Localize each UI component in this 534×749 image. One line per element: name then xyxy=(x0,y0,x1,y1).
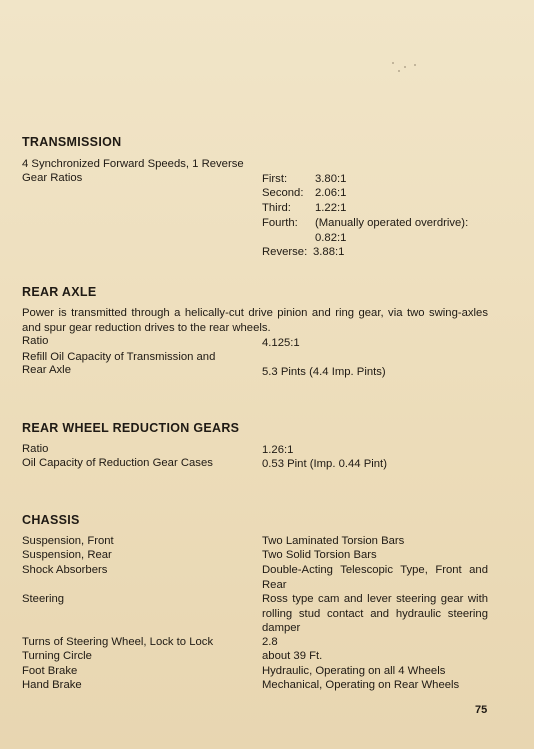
rear-axle-description: Power is transmitted through a helically-cut drive pinion and ring gear, via two swing-axles and spur gear reduction drives to the rear wheels. xyxy=(22,307,488,334)
steering-value: Ross type cam and lever steering gear with rolling stud contact and hydraulic steering damper xyxy=(262,593,488,634)
gear-value-third: 1.22:1 xyxy=(315,202,347,214)
gear-name-fourth: Fourth: xyxy=(262,217,298,229)
reduction-oil-label: Oil Capacity of Reduction Gear Cases xyxy=(22,457,213,469)
hand-brake-label: Hand Brake xyxy=(22,679,82,691)
gear-name-reverse: Reverse: xyxy=(262,246,308,258)
gear-value-first: 3.80:1 xyxy=(315,173,347,185)
gear-value-fourth: (Manually operated overdrive): xyxy=(315,217,469,229)
gear-value-second: 2.06:1 xyxy=(315,187,347,199)
suspension-front-label: Suspension, Front xyxy=(22,535,114,547)
paper-speck xyxy=(414,64,416,66)
section-heading-reduction-gears: REAR WHEEL REDUCTION GEARS xyxy=(22,421,240,435)
paper-speck xyxy=(404,66,406,68)
gear-ratios-label: Gear Ratios xyxy=(22,172,83,184)
gear-name-second: Second: xyxy=(262,187,304,199)
steering-label: Steering xyxy=(22,593,65,605)
refill-capacity-label-line1: Refill Oil Capacity of Transmission and xyxy=(22,351,216,363)
reduction-ratio-label: Ratio xyxy=(22,443,49,455)
suspension-front-value: Two Laminated Torsion Bars xyxy=(262,535,405,547)
suspension-rear-value: Two Solid Torsion Bars xyxy=(262,549,377,561)
paper-speck xyxy=(392,62,394,64)
foot-brake-label: Foot Brake xyxy=(22,665,78,677)
section-heading-rear-axle: REAR AXLE xyxy=(22,285,97,299)
turns-lock-to-lock-label: Turns of Steering Wheel, Lock to Lock xyxy=(22,636,214,648)
suspension-rear-label: Suspension, Rear xyxy=(22,549,112,561)
reduction-oil-value: 0.53 Pint (Imp. 0.44 Pint) xyxy=(262,458,387,470)
refill-capacity-value: 5.3 Pints (4.4 Imp. Pints) xyxy=(262,366,386,378)
hand-brake-value: Mechanical, Operating on Rear Wheels xyxy=(262,679,460,691)
foot-brake-value: Hydraulic, Operating on all 4 Wheels xyxy=(262,665,446,677)
shock-absorbers-value: Double-Acting Telescopic Type, Front and Rear xyxy=(262,564,488,591)
gear-name-third: Third: xyxy=(262,202,291,214)
turning-circle-value: about 39 Ft. xyxy=(262,650,323,662)
rear-axle-ratio-label: Ratio xyxy=(22,335,49,347)
transmission-speeds: 4 Synchronized Forward Speeds, 1 Reverse xyxy=(22,158,244,170)
section-heading-chassis: CHASSIS xyxy=(22,513,80,527)
page-number: 75 xyxy=(475,704,488,716)
gear-value-fourth-ratio: 0.82:1 xyxy=(315,232,347,244)
section-heading-transmission: TRANSMISSION xyxy=(22,135,122,149)
reduction-ratio-value: 1.26:1 xyxy=(262,444,294,456)
gear-name-first: First: xyxy=(262,173,288,185)
refill-capacity-label-line2: Rear Axle xyxy=(22,364,71,376)
paper-speck xyxy=(398,70,400,72)
gear-value-reverse: 3.88:1 xyxy=(313,246,345,258)
rear-axle-ratio-value: 4.125:1 xyxy=(262,337,300,349)
turning-circle-label: Turning Circle xyxy=(22,650,92,662)
shock-absorbers-label: Shock Absorbers xyxy=(22,564,108,576)
turns-lock-to-lock-value: 2.8 xyxy=(262,636,278,648)
